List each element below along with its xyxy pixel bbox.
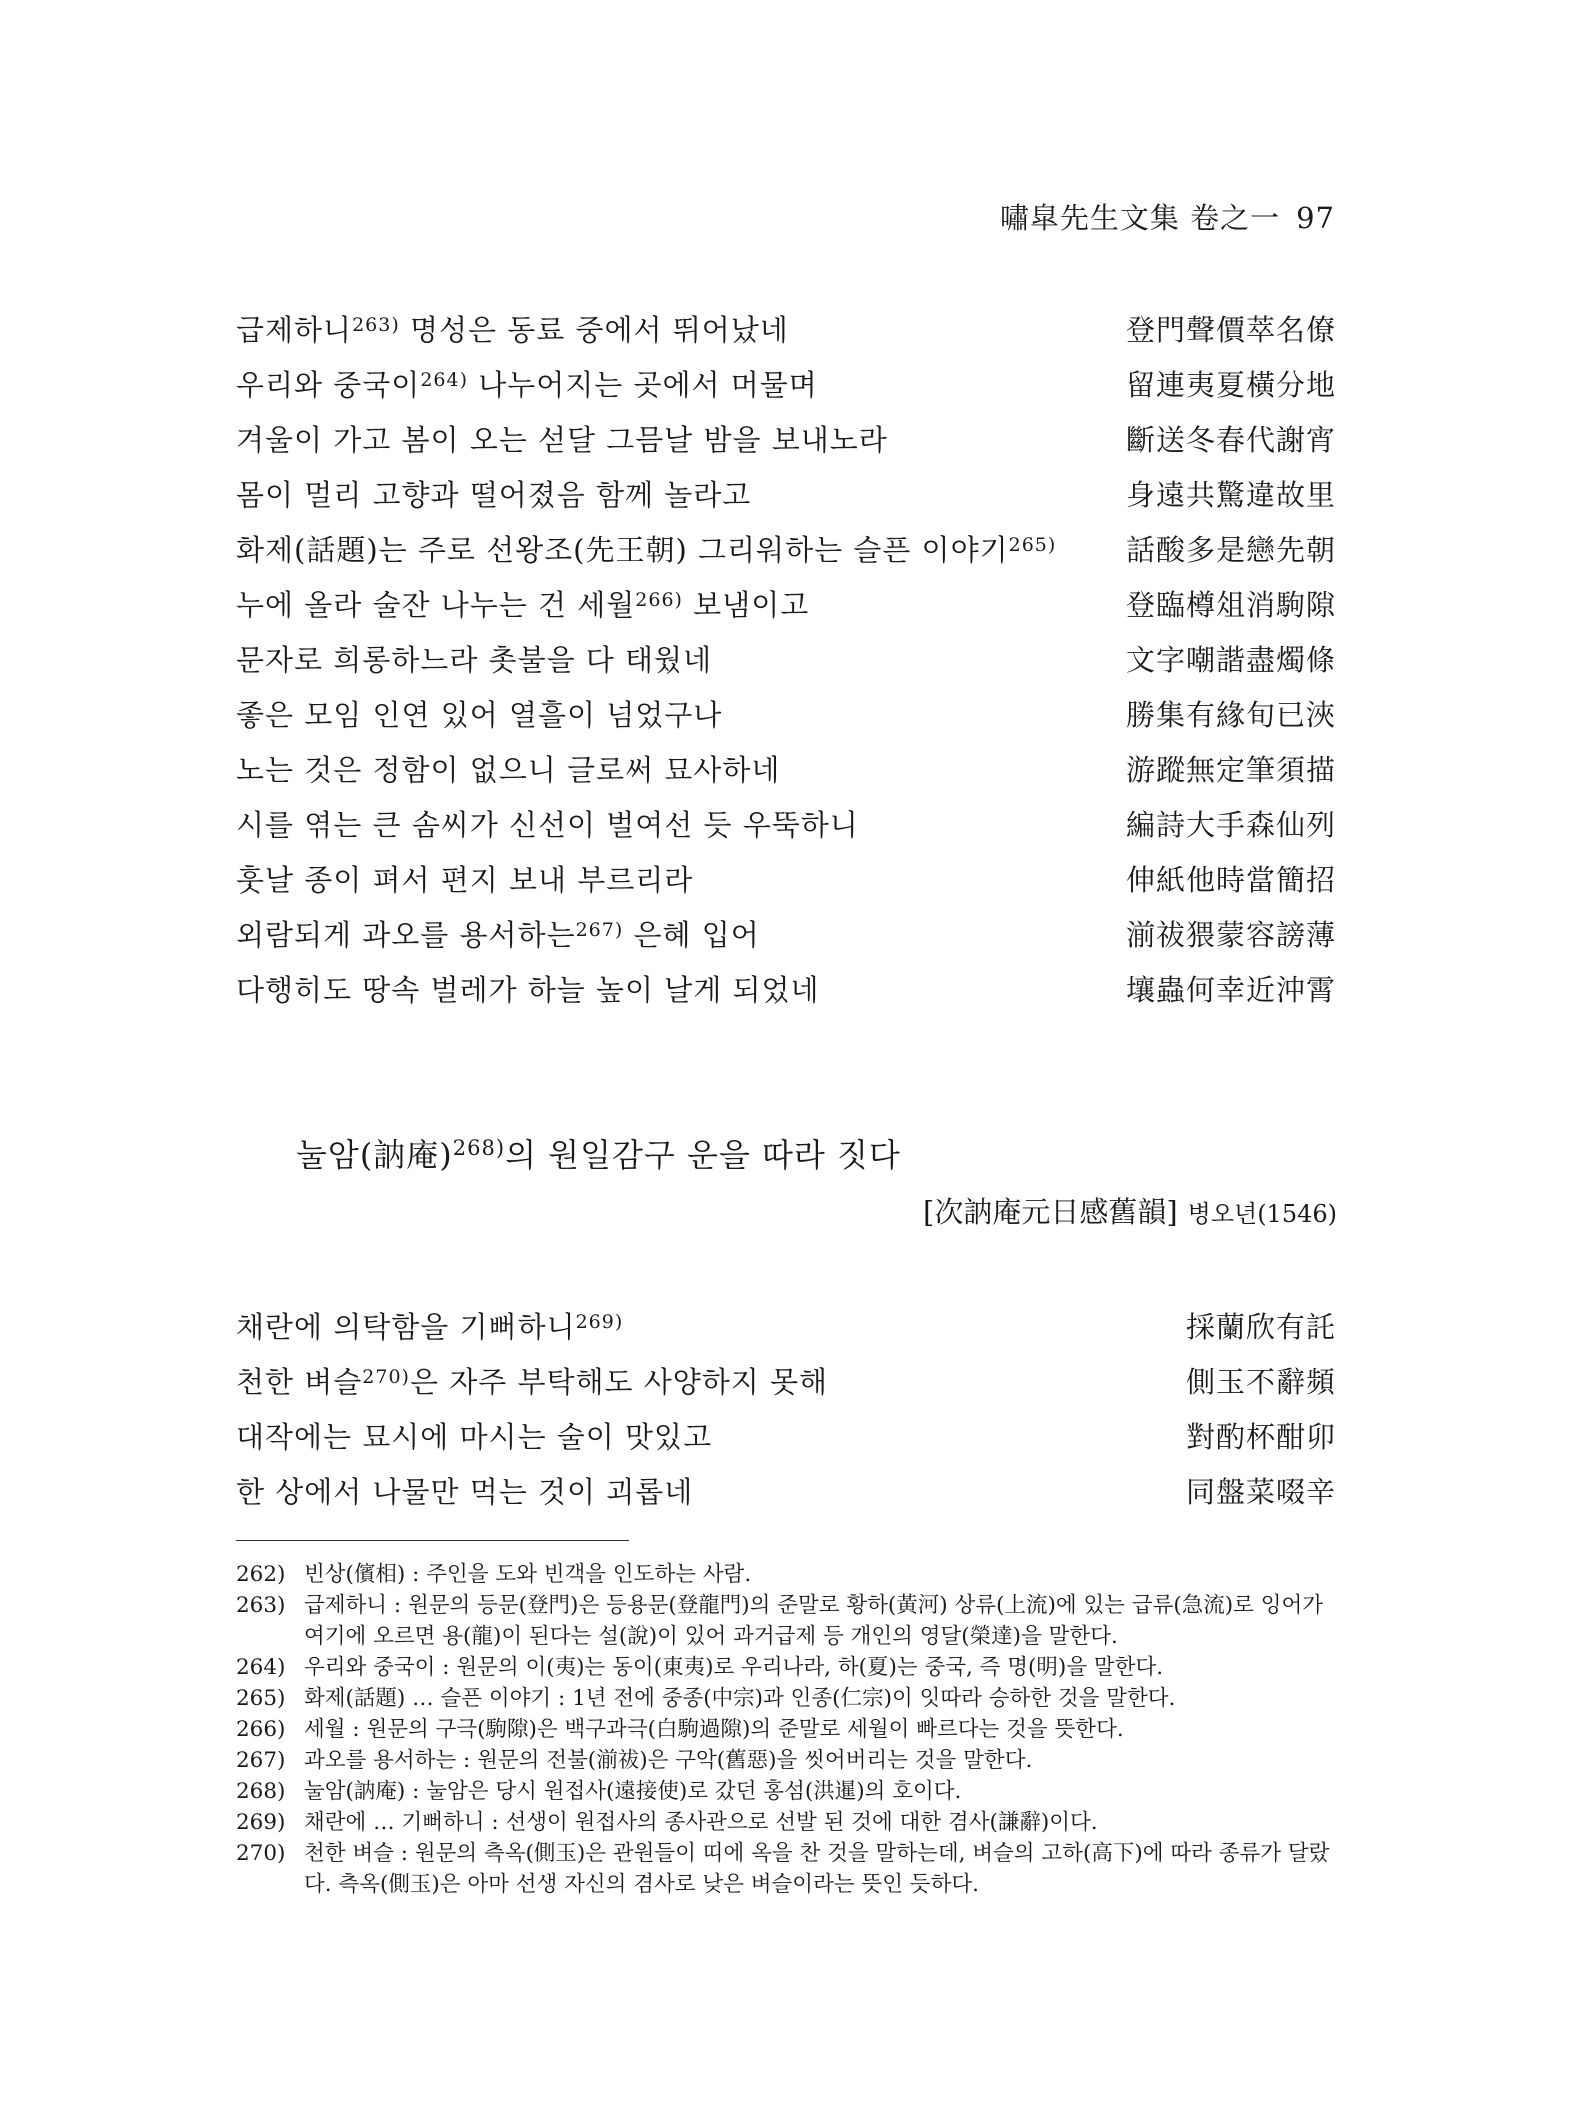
translation-text: 은혜 입어 — [623, 918, 760, 952]
section-subtitle — [923, 1190, 1337, 1231]
korean-translation — [236, 688, 722, 743]
footnote-text: 급제하니 : 원문의 등문(登門)은 등용문(登龍門)의 준말로 황하(黃河) 상류(上流)에 있는 급류(急流)로 잉어가 여기에 오르면 용(龍)이 된다는 설(說)이 있어 과거급제 등 개인의 영달(榮達)을 말한다. — [304, 1593, 1324, 1649]
poem-line — [236, 468, 1336, 523]
poem-line — [236, 1410, 1336, 1465]
poem-line — [236, 578, 1336, 633]
footnote-divider — [236, 1540, 629, 1541]
translation-text: 명성은 동료 중에서 뛰어났네 — [399, 313, 789, 347]
page-number: 97 — [1296, 201, 1335, 235]
translation-text: 겨울이 가고 봄이 오는 섣달 그믐날 밤을 보내노라 — [236, 423, 888, 457]
hanja-original: 勝集有緣旬已浹 — [1125, 698, 1336, 732]
footnote-text: 천한 벼슬 : 원문의 측옥(側玉)은 관원들이 띠에 옥을 찬 것을 말하는데, 벼슬의 고하(高下)에 따라 종류가 달랐다. 측옥(側玉)은 아마 선생 자신의 겸사로 낮은 벼슬이라는 뜻인 듯하다. — [304, 1841, 1330, 1897]
poem-line — [236, 963, 1336, 1018]
section-subtitle-hanja: [次訥庵元日感舊韻] — [923, 1195, 1178, 1229]
footnote-ref[interactable]: 263) — [352, 314, 400, 336]
poem-second — [236, 1300, 1336, 1520]
poem-line — [236, 1465, 1336, 1520]
footnote-ref[interactable]: 265) — [1008, 534, 1057, 556]
hanja-original: 湔祓猥蒙容謗薄 — [1125, 918, 1336, 952]
footnote-number: 267) — [236, 1748, 286, 1773]
translation-text: 훗날 종이 펴서 편지 보내 부르리라 — [236, 863, 694, 897]
korean-translation — [236, 1465, 693, 1520]
footnotes — [236, 1559, 1338, 1900]
footnote-text: 빈상(儐相) : 주인을 도와 빈객을 인도하는 사람. — [304, 1562, 752, 1587]
translation-text: 문자로 희롱하느라 촛불을 다 태웠네 — [236, 643, 713, 677]
poem-line — [236, 743, 1336, 798]
korean-translation — [236, 1300, 623, 1355]
hanja-original: 採蘭欣有託 — [1185, 1310, 1336, 1344]
footnote-item — [236, 1838, 1338, 1900]
translation-text: 좋은 모임 인연 있어 열흘이 넘었구나 — [236, 698, 723, 732]
hanja-original: 同盤菜啜辛 — [1185, 1475, 1336, 1509]
poem-first — [236, 303, 1336, 1018]
hanja-original: 伸紙他時當簡招 — [1125, 863, 1336, 897]
footnote-ref[interactable]: 268) — [452, 1136, 506, 1160]
footnote-number: 270) — [236, 1841, 286, 1866]
footnote-number: 265) — [236, 1686, 286, 1711]
footnote-ref[interactable]: 267) — [575, 919, 624, 941]
section-title — [296, 1130, 901, 1176]
translation-text: 한 상에서 나물만 먹는 것이 괴롭네 — [236, 1475, 694, 1509]
korean-translation — [236, 633, 712, 688]
footnote-text: 과오를 용서하는 : 원문의 전불(湔祓)은 구악(舊惡)을 씻어버리는 것을 말한다. — [304, 1748, 1033, 1773]
footnote-ref[interactable]: 264) — [420, 369, 468, 391]
hanja-original: 壤蟲何幸近沖霄 — [1125, 973, 1336, 1007]
translation-text: 보냄이고 — [682, 588, 810, 622]
korean-translation — [236, 963, 820, 1018]
footnote-number: 262) — [236, 1562, 286, 1587]
translation-text: 천한 벼슬 — [236, 1365, 363, 1399]
hanja-original: 文字嘲諧盡燭條 — [1125, 643, 1336, 677]
translation-text: 다행히도 땅속 벌레가 하늘 높이 날게 되었네 — [236, 973, 820, 1007]
poem-line — [236, 633, 1336, 688]
hanja-original: 留連夷夏橫分地 — [1125, 368, 1336, 402]
section-title-rest: 의 원일감구 운을 따라 짓다 — [505, 1136, 901, 1174]
footnote-item — [236, 1559, 1338, 1590]
translation-text: 노는 것은 정함이 없으니 글로써 묘사하네 — [236, 753, 781, 787]
footnote-text: 채란에 … 기뻐하니 : 선생이 원접사의 종사관으로 선발 된 것에 대한 겸사(謙辭)이다. — [304, 1810, 1098, 1835]
footnote-text: 세월 : 원문의 구극(駒隙)은 백구과극(白駒過隙)의 준말로 세월이 빠르다는 것을 뜻한다. — [304, 1717, 1124, 1742]
footnote-text: 눌암(訥庵) : 눌암은 당시 원접사(遠接使)로 갔던 홍섬(洪暹)의 호이다. — [304, 1779, 962, 1804]
footnote-item — [236, 1776, 1338, 1807]
hanja-original: 身遠共驚違故里 — [1125, 478, 1336, 512]
hanja-original: 對酌杯酣卯 — [1185, 1420, 1336, 1454]
footnote-item — [236, 1683, 1338, 1714]
translation-text: 화제(話題)는 주로 선왕조(先王朝) 그리워하는 슬픈 이야기 — [236, 533, 1009, 567]
footnote-number: 263) — [236, 1593, 286, 1618]
section-year: 병오년(1546) — [1187, 1200, 1337, 1228]
poem-line — [236, 908, 1336, 963]
korean-translation — [236, 853, 693, 908]
poem-line — [236, 413, 1336, 468]
footnote-item — [236, 1714, 1338, 1745]
hanja-original: 斷送冬春代謝宵 — [1125, 423, 1336, 457]
footnote-ref[interactable]: 270) — [362, 1366, 410, 1388]
footnote-text: 화제(話題) … 슬픈 이야기 : 1년 전에 중종(中宗)과 인종(仁宗)이 잇따라 승하한 것을 말한다. — [304, 1686, 1176, 1711]
footnote-number: 268) — [236, 1779, 286, 1804]
footnote-item — [236, 1745, 1338, 1776]
footnote-number: 264) — [236, 1655, 286, 1680]
footnote-number: 266) — [236, 1717, 286, 1742]
hanja-original: 登門聲價萃名僚 — [1125, 313, 1336, 347]
korean-translation — [236, 908, 760, 963]
footnote-item — [236, 1652, 1338, 1683]
korean-translation — [236, 468, 751, 523]
footnote-ref[interactable]: 269) — [575, 1311, 624, 1333]
section-title-name: 눌암(訥庵) — [296, 1136, 453, 1174]
poem-line — [236, 688, 1336, 743]
translation-text: 나누어지는 곳에서 머물며 — [468, 368, 818, 402]
poem-line — [236, 798, 1336, 853]
hanja-original: 游蹤無定筆須描 — [1125, 753, 1336, 787]
book-title: 嘯皐先生文集 卷之一 — [999, 201, 1281, 235]
poem-line — [236, 358, 1336, 413]
footnote-ref[interactable]: 266) — [635, 589, 683, 611]
translation-text: 외람되게 과오를 용서하는 — [236, 918, 576, 952]
footnote-text: 우리와 중국이 : 원문의 이(夷)는 동이(東夷)로 우리나라, 하(夏)는 중국, 즉 명(明)을 말한다. — [304, 1655, 1164, 1680]
korean-translation — [236, 1410, 712, 1465]
translation-text: 시를 엮는 큰 솜씨가 신선이 벌여선 듯 우뚝하니 — [236, 808, 859, 842]
korean-translation — [236, 523, 1056, 578]
korean-translation — [236, 578, 809, 633]
translation-text: 급제하니 — [236, 313, 353, 347]
running-header — [1000, 196, 1335, 237]
hanja-original: 側玉不辭頻 — [1185, 1365, 1336, 1399]
translation-text: 채란에 의탁함을 기뻐하니 — [236, 1310, 576, 1344]
korean-translation — [236, 798, 859, 853]
korean-translation — [236, 1355, 828, 1410]
poem-line — [236, 1300, 1336, 1355]
hanja-original: 登臨樽俎消駒隙 — [1125, 588, 1336, 622]
korean-translation — [236, 413, 888, 468]
translation-text: 누에 올라 술잔 나누는 건 세월 — [236, 588, 636, 622]
hanja-original: 編詩大手森仙列 — [1125, 808, 1336, 842]
poem-line — [236, 853, 1336, 908]
translation-text: 대작에는 묘시에 마시는 술이 맛있고 — [236, 1420, 713, 1454]
translation-text: 우리와 중국이 — [236, 368, 421, 402]
translation-text: 몸이 멀리 고향과 떨어졌음 함께 놀라고 — [236, 478, 752, 512]
footnote-item — [236, 1807, 1338, 1838]
poem-line — [236, 303, 1336, 358]
hanja-original: 話酸多是戀先朝 — [1125, 533, 1336, 567]
footnote-item — [236, 1590, 1338, 1652]
korean-translation — [236, 303, 789, 358]
korean-translation — [236, 358, 818, 413]
poem-line — [236, 1355, 1336, 1410]
footnote-number: 269) — [236, 1810, 286, 1835]
poem-line — [236, 523, 1336, 578]
translation-text: 은 자주 부탁해도 사양하지 못해 — [409, 1365, 829, 1399]
korean-translation — [236, 743, 780, 798]
